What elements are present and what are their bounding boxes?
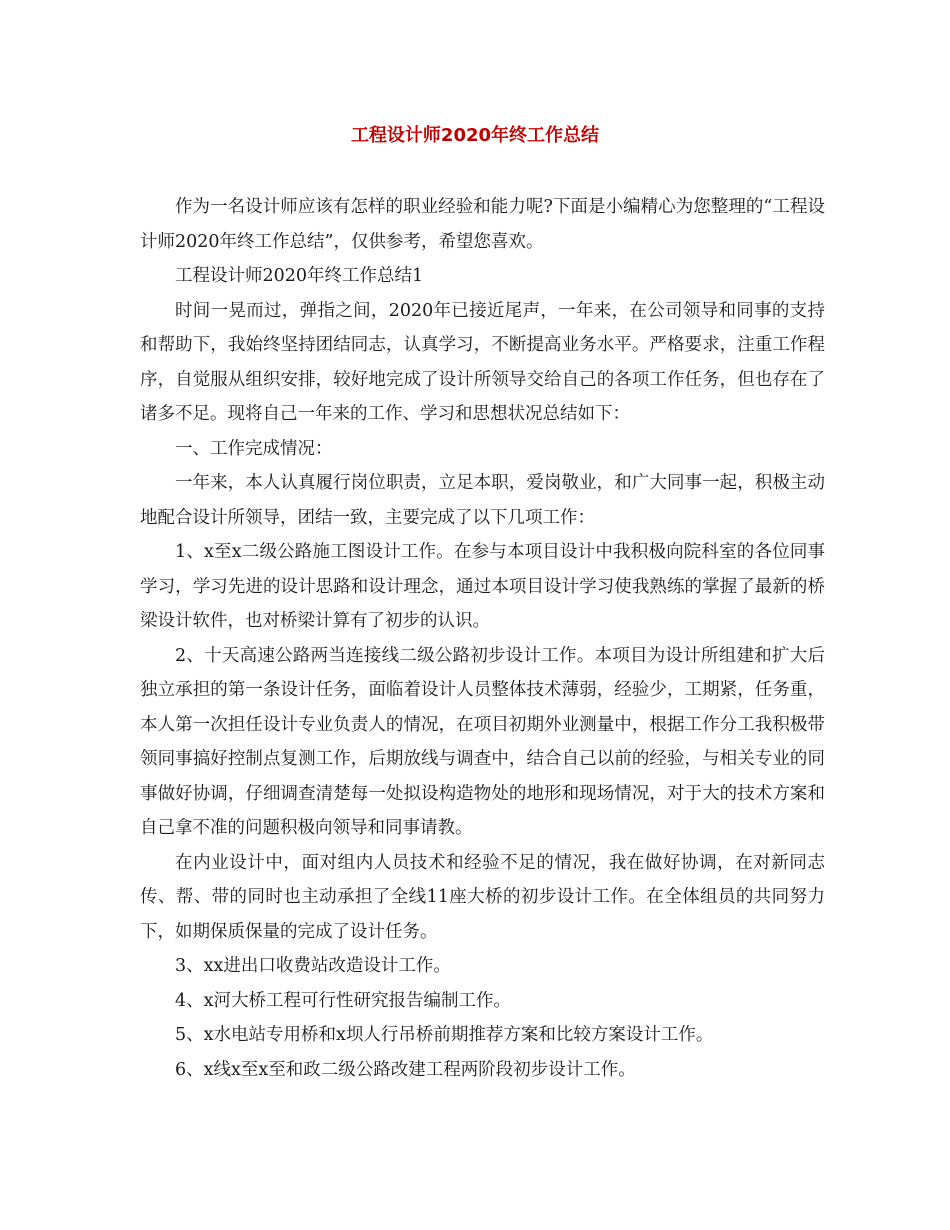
list-item: 5、x水电站专用桥和x坝人行吊桥前期推荐方案和比较方案设计工作。 bbox=[175, 1025, 714, 1045]
list-item: 1、x至x二级公路施工图设计工作。在参与本项目设计中我积极向院科室的各位同事学习，学习先进的设计思路和设计理念，通过本项目设计学习使我熟练的掌握了最新的桥梁设计软件，也对桥梁计算有了初步的认识。 bbox=[140, 542, 825, 631]
paragraph-subheading: 一、工作完成情况： bbox=[175, 438, 333, 459]
paragraph-section-heading: 工程设计师2020年终工作总结1 bbox=[175, 266, 424, 286]
list-item: 3、xx进出口收费站改造设计工作。 bbox=[175, 956, 451, 976]
paragraph: 在内业设计中，面对组内人员技术和经验不足的情况，我在做好协调，在对新同志传、帮、带的同时也主动承担了全线11座大桥的初步设计工作。在全体组员的共同努力下，如期保质保量的完成了设计任务。 bbox=[140, 852, 825, 942]
list-item: 6、x线x至x至和政二级公路改建工程两阶段初步设计工作。 bbox=[175, 1059, 636, 1080]
document-body bbox=[140, 190, 825, 1087]
paragraph: 一年来，本人认真履行岗位职责，立足本职，爱岗敬业，和广大同事一起，积极主动地配合设计所领导，团结一致，主要完成了以下几项工作： bbox=[140, 473, 825, 528]
list-item: 2、十天高速公路两当连接线二级公路初步设计工作。本项目为设计所组建和扩大后独立承担的第一条设计任务，面临着设计人员整体技术薄弱，经验少，工期紧，任务重，本人第一次担任设计专业负责人的情况，在项目初期外业测量中，根据工作分工我积极带领同事搞好控制点复测工作，后期放线与调查中，结合自己以前的经验，与相关专业的同事做好协调，仔细调查清楚每一处拟设构造物处的地形和现场情况，对于大的技术方案和自己拿不准的问题积极向领导和同事请教。 bbox=[140, 645, 825, 838]
document-title: 工程设计师2020年终工作总结 bbox=[350, 125, 600, 146]
list-item: 4、x河大桥工程可行性研究报告编制工作。 bbox=[175, 990, 512, 1011]
paragraph-intro: 作为一名设计师应该有怎样的职业经验和能力呢?下面是小编精心为您整理的“工程设计师2020年终工作总结”，仅供参考，希望您喜欢。 bbox=[140, 197, 825, 252]
paragraph: 时间一晃而过，弹指之间，2020年已接近尾声，一年来，在公司领导和同事的支持和帮助下，我始终坚持团结同志，认真学习，不断提高业务水平。严格要求，注重工作程序，自觉服从组织安排，较好地完成了设计所领导交给自己的各项工作任务，但也存在了诸多不足。现将自己一年来的工作、学习和思想状况总结如下： bbox=[140, 300, 825, 424]
